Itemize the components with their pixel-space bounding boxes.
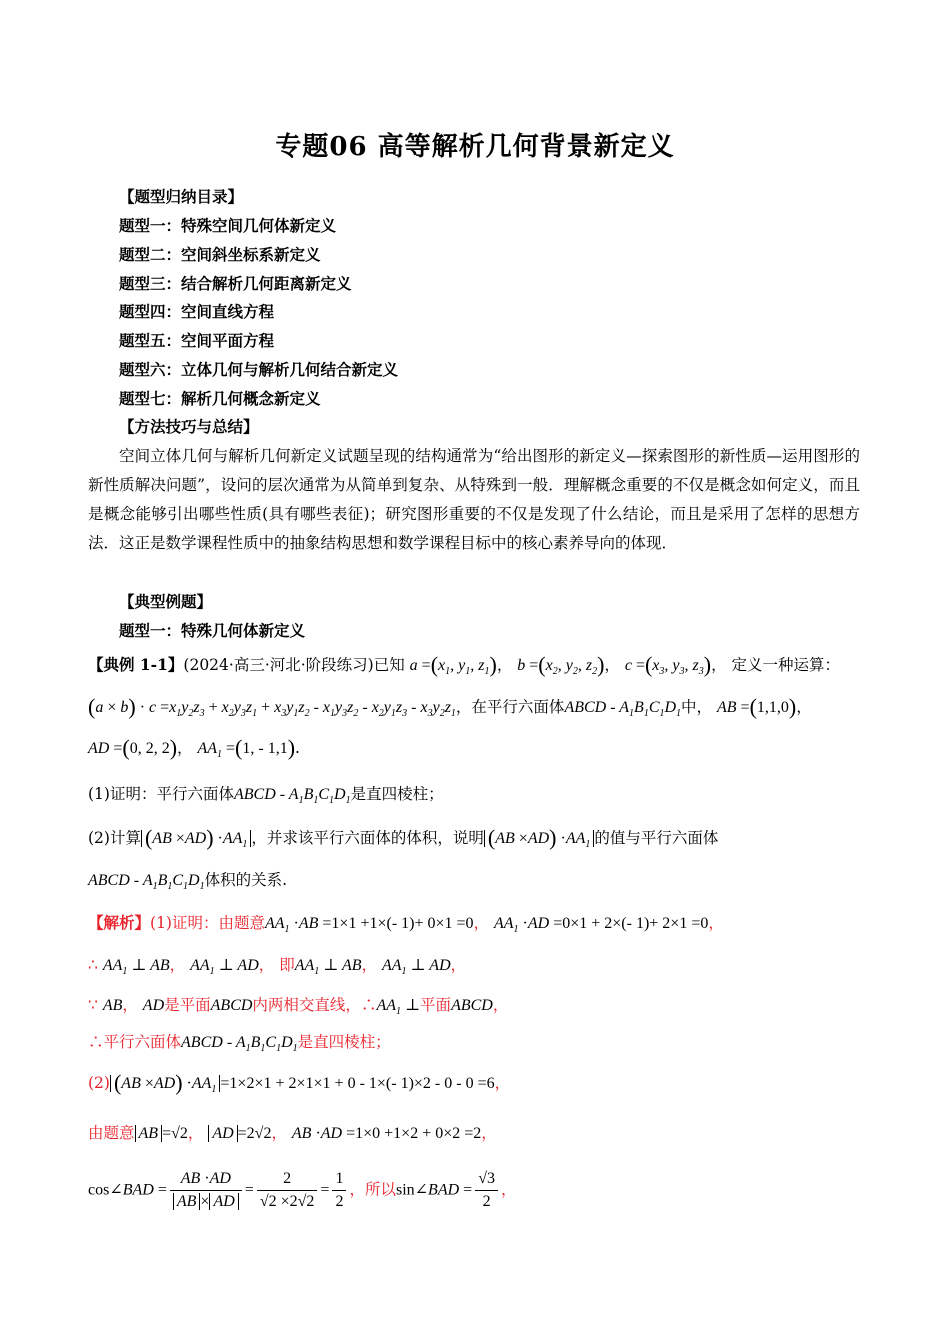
solution-line-7: cos∠BAD = $\frac{AB \cdot AD}{AB \times AD}$ = $\frac{2}{√2 \times 2√2}$ = $\frac{1}{2}$ ，所以sin∠BAD = $\frac{√3}{2}$ ， (88, 1168, 516, 1213)
methods-heading: 【方法技巧与总结】 (119, 417, 259, 436)
solution-label: 【解析】 (88, 913, 151, 932)
parallelepiped-name: ABCD - $A_1B_1C_1D_1$ (181, 1034, 298, 1054)
parallelepiped-name: ABCD - $A_1B_1C_1D_1$ (88, 872, 205, 892)
equals-sign: = (244, 1181, 254, 1199)
plane-text: 是平面 (164, 996, 211, 1014)
because-symbol: ∵ (88, 996, 98, 1014)
triple-product-value: =1×2×1 + 2×1×1 + 0 - 1×(- 1)×2 - 0 - 0 =6 (220, 1075, 495, 1092)
toc-item: 题型一：特殊空间几何体新定义 (119, 216, 337, 235)
toc-item: 题型五：空间平面方程 (119, 331, 275, 350)
perp-relation: $AA_1$ ⊥ AD (190, 957, 259, 977)
perp-relation: $AA_1$ ⊥ AD (382, 957, 451, 977)
toc-item: 题型三：结合解析几何距离新定义 (119, 274, 352, 293)
s1-prefix: (1)证明：由题意 (150, 914, 265, 932)
norm-AB-value: =√2 (162, 1125, 188, 1142)
solution-line-4 (88, 1032, 391, 1059)
inner-text: 内两相交直线， (252, 996, 361, 1014)
toc-item: 题型六：立体几何与解析几何结合新定义 (119, 360, 399, 379)
parallelepiped-name: ABCD - $A_1B_1C_1D_1$ (233, 786, 351, 806)
example-line-1: 【典例 1-1】(2024·高三·河北·阶段练习)已知 $a =(x_1$, $y_1$, $z_1$)， $b =(x_2$, $y_2$, $z_2$)， $c =(x_3$, $y_3$, $z_3$)， 定义一种运算： (88, 652, 841, 677)
example-line-3: AD =(0, 2, 2)， $AA_1 =(1$, - 1,1). (88, 735, 300, 760)
norm-AD: AD (208, 1125, 237, 1142)
vector-AB: AB =(1,1,0) (717, 694, 797, 719)
example-label: 【典例 1-1】 (88, 655, 184, 674)
type1-heading: 题型一：特殊几何体新定义 (119, 621, 306, 640)
vector-AA1: $AA_1 =(1$, - 1,1) (197, 735, 296, 760)
dot-AB-AD: AB ·AD =1×0 +1×2 + 0×2 =2 (291, 1125, 482, 1142)
question-1 (88, 784, 444, 811)
conclusion-prefix: 平行六面体 (103, 1033, 182, 1051)
by-def-text: 由题意 (88, 1124, 135, 1142)
define-text: 定义一种运算： (731, 656, 841, 674)
operation-formula: $(a \times b) \cdot c =x_1y_2z_3 + x_2y_3z_1 + x_3y_1z_2 - x_1y_3z_2 - x_2y_1z_3 - x_3y_2z_1$ (88, 694, 456, 719)
methods-paragraph: 空间立体几何与解析几何新定义试题呈现的结构通常为“给出图形的新定义—探索图形的新性质—运用图形的新性质解决问题”，设问的层次通常为从简单到复杂、从特殊到一般．理解概念重要的不仅是概念如何定义，而且是概念能够引出哪些性质(具有哪些表征)；研究图形重要的不仅是发现了什么结论，而且是采用了怎样的思想方法．这正是数学课程性质中的抽象结构思想和数学课程目标中的核心素养导向的体现． (88, 447, 860, 552)
ji-text: 即 (279, 956, 295, 974)
solution-line-3: ∵ AB， AD是平面ABCD内两相交直线，$\therefore AA_1$ ⊥平面ABCD， (88, 996, 509, 1017)
norm-AB: AB (135, 1125, 163, 1142)
perp-relation: $AA_1$ ⊥ AB (102, 957, 170, 977)
question-2 (88, 825, 719, 855)
sin-value: $\frac{√3}{2}$ (475, 1168, 498, 1213)
vector-c: $c =(x_3$, $y_3$, $z_3$) (624, 652, 712, 677)
solution-line-1: 【解析】(1)证明：由题意$AA_1 \cdot AB =1\times 1 +1\times(-$ 1)+ 0×1 =0， $AA_1 \cdot AD =0\times 1 + 2\times(-$ 1)+ 2×1 =0， (88, 913, 724, 935)
segment-AD: AD (142, 997, 165, 1014)
perp-relation: $AA_1$ ⊥ (376, 997, 421, 1017)
q1-prefix: (1)证明：平行六面体 (88, 785, 234, 803)
cos-BAD: cos∠BAD = (88, 1181, 167, 1199)
page-title: 专题06 高等解析几何背景新定义 (275, 132, 675, 162)
solution-line-5: (2) $(AB \times AD) \cdot AA_1 =1\times 2\times 1 + 2\times 1\times 1 + 0 - 1\times(-$ 1)×2 - 0 - 0 =6， (88, 1070, 511, 1095)
example-source: (2024·高三·河北·阶段练习)已知 (183, 656, 405, 674)
toc-item: 题型二：空间斜坐标系新定义 (119, 245, 321, 264)
cos-value: $\frac{1}{2}$ (332, 1168, 346, 1213)
solution-line-2: ∴ $AA_1$ ⊥ AB， $AA_1$ ⊥ AD， 即$AA_1$ ⊥ AB， $AA_1$ ⊥ AD， (88, 956, 467, 977)
abs-expression: $(AB \times AD) \cdot AA_1$ (484, 830, 594, 847)
q2-end: 体积的关系. (204, 871, 288, 889)
therefore-symbol: ∴ (88, 1033, 104, 1051)
toc-heading: 【题型归纳目录】 (119, 187, 244, 206)
toc-item: 题型四：空间直线方程 (119, 302, 275, 321)
dot-product-2: $AA_1 \cdot AD =0\times 1 + 2\times(-$ 1)+ 2×1 =0 (494, 915, 709, 935)
norm-AD-value: =2√2 (237, 1125, 272, 1142)
in-text: ，在平行六面体 (455, 698, 565, 716)
q2-mid: ，并求该平行六面体的体积，说明 (251, 829, 484, 847)
vector-b: $b =(x_2$, $y_2$, $z_2$) (517, 652, 605, 677)
therefore-symbol: ∴ (360, 996, 377, 1014)
question-2-cont (88, 870, 287, 897)
s2-prefix: (2) (88, 1074, 110, 1092)
equals-sign: = (320, 1181, 330, 1199)
sin-BAD: sin∠BAD = (395, 1181, 473, 1199)
abs-expression: $(AB \times AD) \cdot AA_1$ (141, 830, 251, 847)
example-line-2: $(a \times b) \cdot c =x_1y_2z_3 + x_2y_3z_1 + x_3y_1z_2 - x_1y_3z_2 - x_2y_1z_3 - x_3y_2z_1$，在平行六面体ABCD - $A_1B_1C_1D_1$中， AB =(1,1,0)， (88, 694, 812, 719)
q2-prefix: (2)计算 (88, 829, 141, 847)
segment-AB: AB (102, 997, 123, 1014)
dot-product-1: $AA_1 \cdot AB =1\times 1 +1\times(-$ 1)+ 0×1 =0 (264, 915, 474, 935)
vector-a: $a =(x_1$, $y_1$, $z_1$) (409, 652, 497, 677)
q2-suffix: 的值与平行六面体 (594, 829, 719, 847)
parallelepiped-name: ABCD - $A_1B_1C_1D_1$ (564, 699, 682, 719)
suoyi-text: 所以 (364, 1180, 396, 1199)
perp-relation: $AA_1$ ⊥ AB (294, 957, 362, 977)
examples-heading: 【典型例题】 (119, 592, 213, 611)
plane-ABCD: ABCD (210, 997, 253, 1014)
vector-AD: AD =(0, 2, 2) (88, 735, 178, 760)
conclusion-suffix: 是直四棱柱； (297, 1033, 391, 1051)
toc-item: 题型七：解析几何概念新定义 (119, 389, 321, 408)
zhong-text: 中， (681, 698, 713, 716)
cos-fraction: $\frac{AB \cdot AD}{AB \times AD}$ (170, 1168, 242, 1213)
solution-line-6: 由题意 AB =√2， AD =2√2， AB ·AD =1×0 +1×2 + 0×2 =2， (88, 1124, 497, 1142)
perp-plane-text: 平面 (420, 996, 452, 1014)
plane-ABCD: ABCD (451, 997, 493, 1014)
therefore-symbol: ∴ (88, 956, 98, 974)
cos-fraction-2: $\frac{2}{√2 \times 2√2}$ (257, 1168, 318, 1213)
abs-expression: $(AB \times AD) \cdot AA_1$ (110, 1075, 220, 1092)
q1-suffix: 是直四棱柱； (350, 785, 444, 803)
